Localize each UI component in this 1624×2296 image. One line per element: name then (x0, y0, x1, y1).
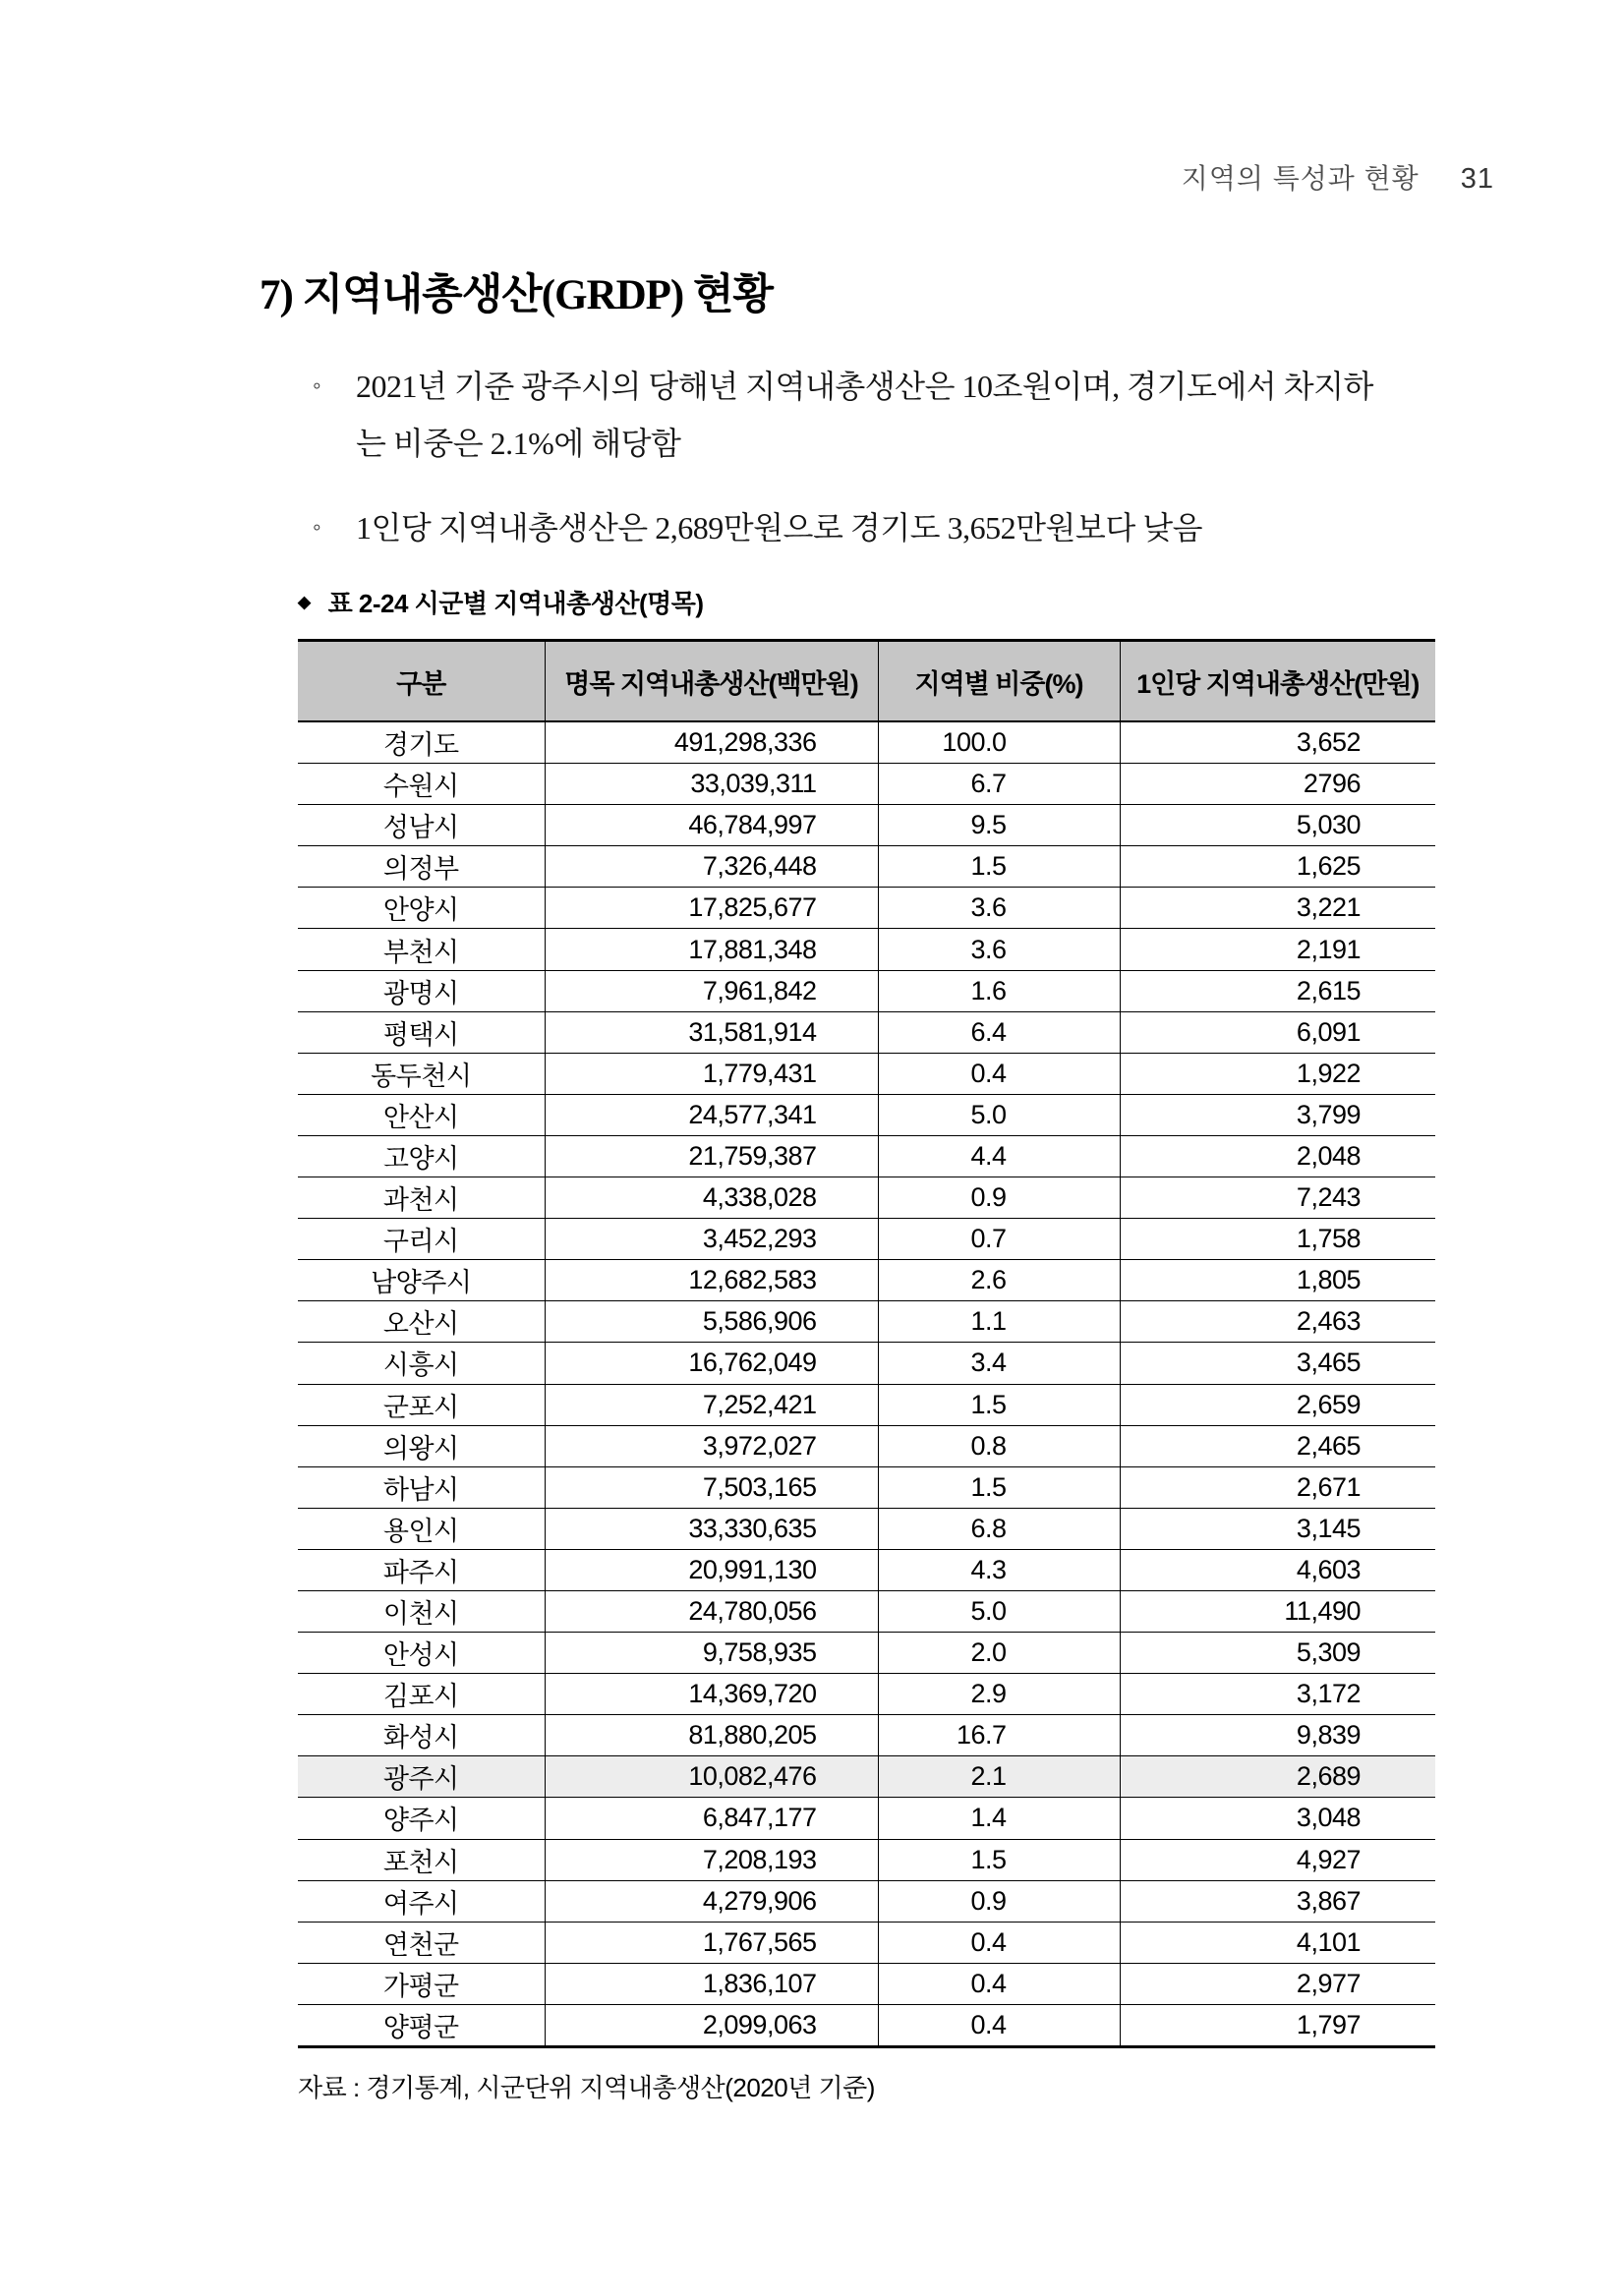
grdp-table-header (298, 641, 1435, 722)
grdp-value-cell: 81,880,205 (545, 1715, 878, 1756)
per-capita-value-cell: 4,603 (1120, 1549, 1435, 1590)
grdp-value-cell: 1,836,107 (545, 1963, 878, 2004)
region-name-cell: 양주시 (298, 1798, 545, 1839)
table-row (298, 1590, 1435, 1632)
per-capita-value-cell: 2,689 (1120, 1756, 1435, 1798)
circle-bullet-icon: ◦ (313, 373, 321, 399)
region-name-cell: 양평군 (298, 2004, 545, 2046)
section-title: 7) 지역내총생산(GRDP) 현황 (260, 272, 774, 318)
table-row (298, 1219, 1435, 1260)
bullet-text (356, 358, 1373, 472)
grdp-value-cell: 33,330,635 (545, 1508, 878, 1549)
grdp-value-cell: 46,784,997 (545, 805, 878, 846)
region-name-cell: 여주시 (298, 1880, 545, 1922)
table-row (298, 764, 1435, 805)
grdp-value-cell: 24,577,341 (545, 1094, 878, 1135)
share-value-cell: 3.4 (878, 1343, 1120, 1384)
grdp-value-cell: 5,586,906 (545, 1301, 878, 1343)
table-row (298, 1756, 1435, 1798)
region-name-cell: 군포시 (298, 1384, 545, 1425)
grdp-value-cell: 14,369,720 (545, 1674, 878, 1715)
table-row (298, 1880, 1435, 1922)
share-value-cell: 1.6 (878, 970, 1120, 1011)
table-row (298, 805, 1435, 846)
per-capita-value-cell: 2796 (1120, 764, 1435, 805)
table-row (298, 929, 1435, 970)
per-capita-value-cell: 1,625 (1120, 846, 1435, 888)
share-value-cell: 1.5 (878, 1466, 1120, 1508)
per-capita-value-cell: 9,839 (1120, 1715, 1435, 1756)
share-value-cell: 0.4 (878, 1922, 1120, 1963)
grdp-table-body (298, 721, 1435, 2047)
per-capita-value-cell: 2,191 (1120, 929, 1435, 970)
region-name-cell: 안산시 (298, 1094, 545, 1135)
column-header-grdp: 명목 지역내총생산(백만원) (545, 641, 878, 722)
table-row (298, 1674, 1435, 1715)
table-row (298, 1094, 1435, 1135)
table-header-row (298, 641, 1435, 722)
column-header-region: 구분 (298, 641, 545, 722)
table-caption (298, 584, 704, 620)
region-name-cell: 연천군 (298, 1922, 545, 1963)
region-name-cell: 동두천시 (298, 1053, 545, 1094)
region-name-cell: 광주시 (298, 1756, 545, 1798)
region-name-cell: 성남시 (298, 805, 545, 846)
table-row (298, 1011, 1435, 1053)
table-row (298, 1384, 1435, 1425)
grdp-value-cell: 3,452,293 (545, 1219, 878, 1260)
grdp-value-cell: 1,767,565 (545, 1922, 878, 1963)
per-capita-value-cell: 3,799 (1120, 1094, 1435, 1135)
per-capita-value-cell: 2,659 (1120, 1384, 1435, 1425)
share-value-cell: 3.6 (878, 929, 1120, 970)
region-name-cell: 시흥시 (298, 1343, 545, 1384)
region-name-cell: 고양시 (298, 1135, 545, 1177)
region-name-cell: 안양시 (298, 888, 545, 929)
share-value-cell: 0.4 (878, 2004, 1120, 2046)
region-name-cell: 남양주시 (298, 1260, 545, 1301)
per-capita-value-cell: 7,243 (1120, 1177, 1435, 1219)
table-caption-text: 표 2-24 시군별 지역내총생산(명목) (327, 589, 704, 618)
grdp-value-cell: 7,961,842 (545, 970, 878, 1011)
region-name-cell: 광명시 (298, 970, 545, 1011)
share-value-cell: 2.1 (878, 1756, 1120, 1798)
grdp-value-cell: 6,847,177 (545, 1798, 878, 1839)
share-value-cell: 0.7 (878, 1219, 1120, 1260)
share-value-cell: 100.0 (878, 721, 1120, 764)
table-row (298, 1508, 1435, 1549)
per-capita-value-cell: 2,465 (1120, 1425, 1435, 1466)
grdp-value-cell: 491,298,336 (545, 721, 878, 764)
share-value-cell: 0.8 (878, 1425, 1120, 1466)
grdp-value-cell: 2,099,063 (545, 2004, 878, 2046)
share-value-cell: 4.4 (878, 1135, 1120, 1177)
source-note: 자료 : 경기통계, 시군단위 지역내총생산(2020년 기준) (298, 2073, 875, 2102)
grdp-value-cell: 16,762,049 (545, 1343, 878, 1384)
share-value-cell: 0.9 (878, 1880, 1120, 1922)
per-capita-value-cell: 6,091 (1120, 1011, 1435, 1053)
table-row (298, 2004, 1435, 2046)
share-value-cell: 2.6 (878, 1260, 1120, 1301)
region-name-cell: 김포시 (298, 1674, 545, 1715)
share-value-cell: 4.3 (878, 1549, 1120, 1590)
per-capita-value-cell: 4,927 (1120, 1839, 1435, 1880)
column-header-per-capita: 1인당 지역내총생산(만원) (1120, 641, 1435, 722)
grdp-value-cell: 3,972,027 (545, 1425, 878, 1466)
table-row (298, 1798, 1435, 1839)
share-value-cell: 0.9 (878, 1177, 1120, 1219)
per-capita-value-cell: 3,048 (1120, 1798, 1435, 1839)
grdp-value-cell: 17,825,677 (545, 888, 878, 929)
region-name-cell: 구리시 (298, 1219, 545, 1260)
bullet-text-line: 는 비중은 2.1%에 해당함 (356, 426, 681, 461)
share-value-cell: 1.4 (878, 1798, 1120, 1839)
per-capita-value-cell: 2,615 (1120, 970, 1435, 1011)
grdp-value-cell: 7,326,448 (545, 846, 878, 888)
per-capita-value-cell: 3,145 (1120, 1508, 1435, 1549)
per-capita-value-cell: 2,463 (1120, 1301, 1435, 1343)
share-value-cell: 5.0 (878, 1094, 1120, 1135)
grdp-value-cell: 12,682,583 (545, 1260, 878, 1301)
per-capita-value-cell: 5,030 (1120, 805, 1435, 846)
share-value-cell: 0.4 (878, 1053, 1120, 1094)
share-value-cell: 5.0 (878, 1590, 1120, 1632)
share-value-cell: 0.4 (878, 1963, 1120, 2004)
table-row (298, 970, 1435, 1011)
region-name-cell: 파주시 (298, 1549, 545, 1590)
region-name-cell: 의정부 (298, 846, 545, 888)
column-header-share: 지역별 비중(%) (878, 641, 1120, 722)
grdp-value-cell: 4,279,906 (545, 1880, 878, 1922)
bullet-text-line: 1인당 지역내총생산은 2,689만원으로 경기도 3,652만원보다 낮음 (356, 510, 1203, 545)
share-value-cell: 9.5 (878, 805, 1120, 846)
region-name-cell: 이천시 (298, 1590, 545, 1632)
table-row (298, 888, 1435, 929)
table-row (298, 1053, 1435, 1094)
share-value-cell: 1.1 (878, 1301, 1120, 1343)
grdp-value-cell: 4,338,028 (545, 1177, 878, 1219)
per-capita-value-cell: 4,101 (1120, 1922, 1435, 1963)
table-row (298, 1963, 1435, 2004)
share-value-cell: 6.8 (878, 1508, 1120, 1549)
per-capita-value-cell: 2,671 (1120, 1466, 1435, 1508)
circle-bullet-icon: ◦ (313, 515, 321, 541)
grdp-value-cell: 9,758,935 (545, 1633, 878, 1674)
share-value-cell: 2.0 (878, 1633, 1120, 1674)
grdp-value-cell: 7,503,165 (545, 1466, 878, 1508)
share-value-cell: 6.7 (878, 764, 1120, 805)
grdp-value-cell: 10,082,476 (545, 1756, 878, 1798)
per-capita-value-cell: 2,977 (1120, 1963, 1435, 2004)
region-name-cell: 화성시 (298, 1715, 545, 1756)
table-row (298, 1839, 1435, 1880)
per-capita-value-cell: 1,805 (1120, 1260, 1435, 1301)
region-name-cell: 평택시 (298, 1011, 545, 1053)
running-header-title: 지역의 특성과 현황 (1181, 163, 1420, 194)
per-capita-value-cell: 3,867 (1120, 1880, 1435, 1922)
table-row (298, 1343, 1435, 1384)
share-value-cell: 1.5 (878, 846, 1120, 888)
bullet-text (356, 499, 1202, 556)
share-value-cell: 16.7 (878, 1715, 1120, 1756)
table-row (298, 1466, 1435, 1508)
page-number: 31 (1460, 163, 1494, 195)
region-name-cell: 의왕시 (298, 1425, 545, 1466)
grdp-value-cell: 33,039,311 (545, 764, 878, 805)
table-row (298, 721, 1435, 764)
share-value-cell: 3.6 (878, 888, 1120, 929)
per-capita-value-cell: 11,490 (1120, 1590, 1435, 1632)
region-name-cell: 오산시 (298, 1301, 545, 1343)
grdp-value-cell: 24,780,056 (545, 1590, 878, 1632)
running-header (1182, 157, 1494, 197)
per-capita-value-cell: 3,172 (1120, 1674, 1435, 1715)
table-row (298, 1425, 1435, 1466)
grdp-value-cell: 1,779,431 (545, 1053, 878, 1094)
region-name-cell: 수원시 (298, 764, 545, 805)
table-row (298, 1135, 1435, 1177)
bullet-item (313, 499, 1202, 556)
per-capita-value-cell: 3,221 (1120, 888, 1435, 929)
grdp-value-cell: 17,881,348 (545, 929, 878, 970)
grdp-table (298, 639, 1435, 2048)
per-capita-value-cell: 1,797 (1120, 2004, 1435, 2046)
table-row (298, 1715, 1435, 1756)
region-name-cell: 하남시 (298, 1466, 545, 1508)
table-row (298, 1549, 1435, 1590)
region-name-cell: 포천시 (298, 1839, 545, 1880)
table-row (298, 1177, 1435, 1219)
region-name-cell: 과천시 (298, 1177, 545, 1219)
share-value-cell: 6.4 (878, 1011, 1120, 1053)
bullet-text-line: 2021년 기준 광주시의 당해년 지역내총생산은 10조원이며, 경기도에서 차지하 (356, 369, 1373, 404)
share-value-cell: 1.5 (878, 1384, 1120, 1425)
table-row (298, 846, 1435, 888)
grdp-value-cell: 21,759,387 (545, 1135, 878, 1177)
grdp-value-cell: 31,581,914 (545, 1011, 878, 1053)
per-capita-value-cell: 5,309 (1120, 1633, 1435, 1674)
bullet-item (313, 358, 1373, 472)
grdp-value-cell: 20,991,130 (545, 1549, 878, 1590)
region-name-cell: 경기도 (298, 721, 545, 764)
per-capita-value-cell: 3,465 (1120, 1343, 1435, 1384)
table-row (298, 1922, 1435, 1963)
grdp-value-cell: 7,208,193 (545, 1839, 878, 1880)
share-value-cell: 1.5 (878, 1839, 1120, 1880)
table-row (298, 1260, 1435, 1301)
region-name-cell: 용인시 (298, 1508, 545, 1549)
per-capita-value-cell: 1,758 (1120, 1219, 1435, 1260)
region-name-cell: 가평군 (298, 1963, 545, 2004)
per-capita-value-cell: 2,048 (1120, 1135, 1435, 1177)
grdp-value-cell: 7,252,421 (545, 1384, 878, 1425)
table-row (298, 1301, 1435, 1343)
region-name-cell: 부천시 (298, 929, 545, 970)
diamond-bullet-icon: ◆ (298, 592, 311, 611)
region-name-cell: 안성시 (298, 1633, 545, 1674)
per-capita-value-cell: 3,652 (1120, 721, 1435, 764)
per-capita-value-cell: 1,922 (1120, 1053, 1435, 1094)
share-value-cell: 2.9 (878, 1674, 1120, 1715)
table-row (298, 1633, 1435, 1674)
